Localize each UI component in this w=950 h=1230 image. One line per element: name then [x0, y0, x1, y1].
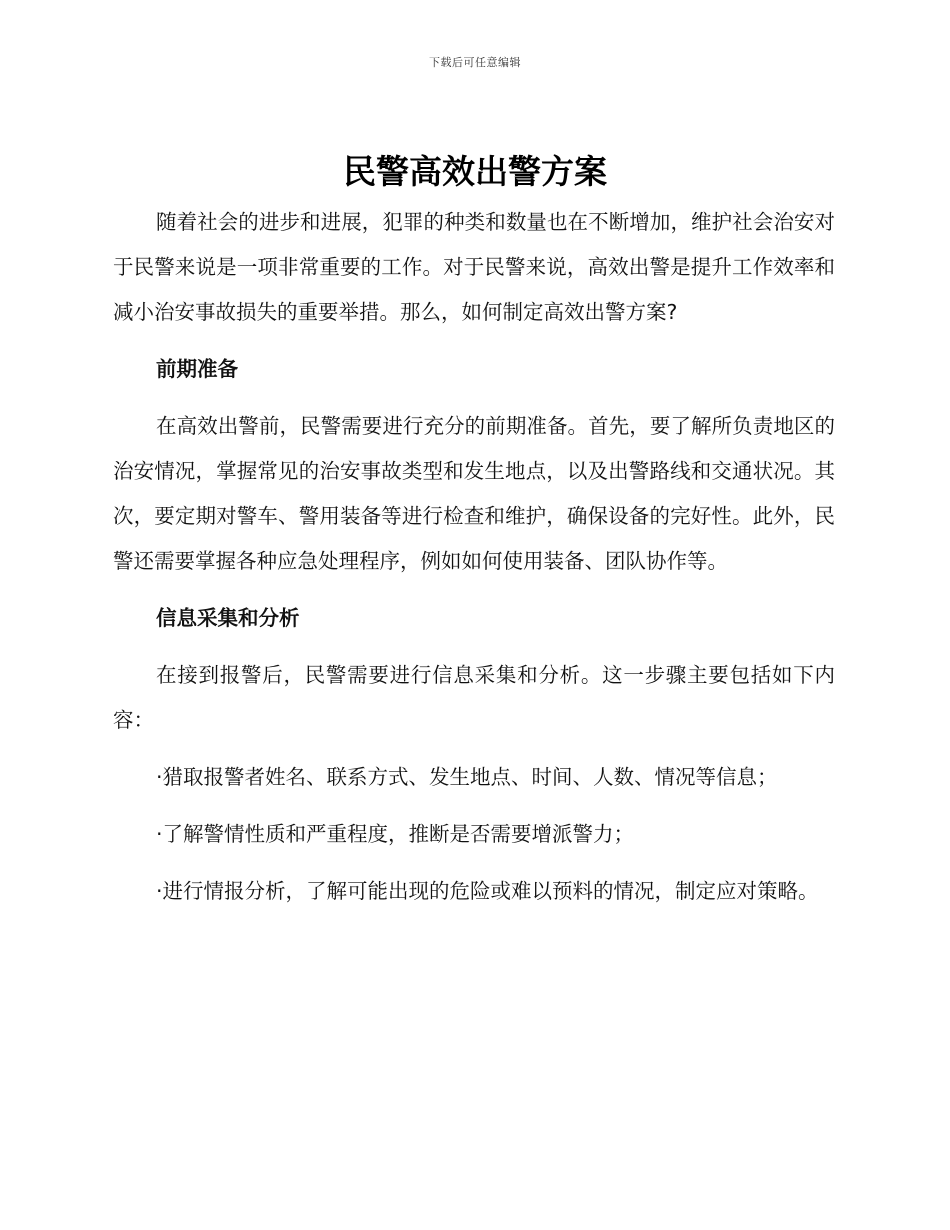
bullet-dot: · [156, 879, 163, 903]
document-body [113, 200, 835, 914]
document-title: 民警高效出警方案 [343, 152, 607, 191]
bullet-dot: · [156, 822, 163, 846]
section-paragraph-info-collection: 在接到报警后，民警需要进行信息采集和分析。这一步骤主要包括如下内容： [113, 663, 835, 732]
section-heading-info-collection: 信息采集和分析 [156, 606, 300, 630]
intro-paragraph: 随着社会的进步和进展，犯罪的种类和数量也在不断增加，维护社会治安对于民警来说是一项非常重要的工作。对于民警来说，高效出警是提升工作效率和减小治安事故损失的重要举措。那么，如何制定高效出警方案? [113, 210, 835, 324]
bullet-dot: · [156, 765, 163, 789]
list-item [113, 755, 835, 800]
section-heading-preparation: 前期准备 [156, 357, 238, 381]
list-item-text: 了解警情性质和严重程度，推断是否需要增派警力； [162, 822, 635, 846]
section-paragraph-preparation: 在高效出警前，民警需要进行充分的前期准备。首先，要了解所负责地区的治安情况，掌握常见的治安事故类型和发生地点，以及出警路线和交通状况。其次，要定期对警车、警用装备等进行检查和维护，确保设备的完好性。此外，民警还需要掌握各种应急处理程序，例如如何使用装备、团队协作等。 [113, 414, 835, 573]
list-item-text: 进行情报分析，了解可能出现的危险或难以预料的情况，制定应对策略。 [162, 879, 819, 903]
list-item-text: 猎取报警者姓名、联系方式、发生地点、时间、人数、情况等信息； [162, 765, 778, 789]
list-item [113, 812, 835, 857]
list-item [113, 869, 835, 914]
running-header: 下载后可任意编辑 [429, 56, 521, 69]
